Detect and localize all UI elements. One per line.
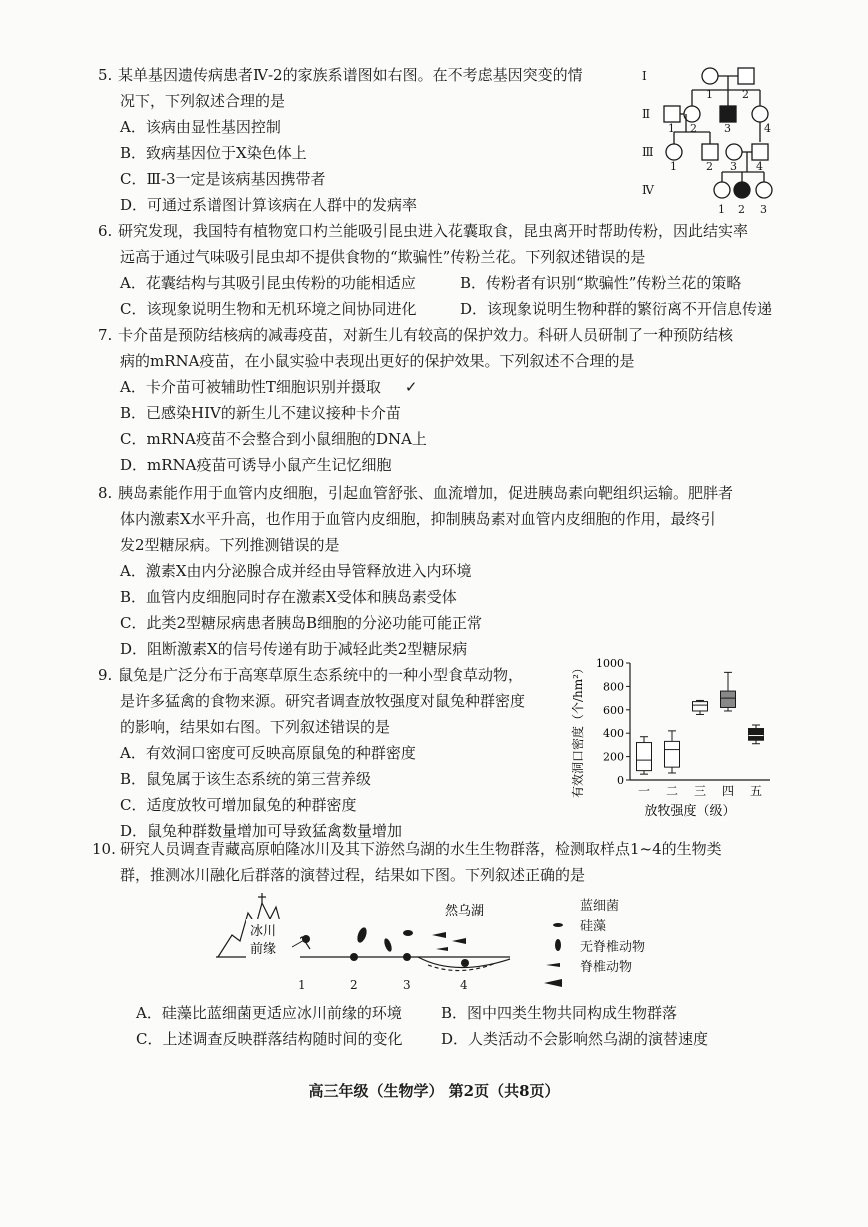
question-stem: 研究发现，我国特有植物宽口杓兰能吸引昆虫进入花囊取食，昆虫离开时帮助传粉，因此结实率 <box>118 222 749 240</box>
individual-number: 3 <box>730 160 737 173</box>
pedigree-chart <box>636 60 786 220</box>
legend-label: 硅藻 <box>580 919 607 934</box>
fish-icon <box>452 938 466 944</box>
legend-label: 脊椎动物 <box>580 960 633 975</box>
option-a[interactable]: A．花囊结构与其吸引昆虫传粉的功能相适应 <box>120 274 416 292</box>
y-tick-label: 1000 <box>596 657 624 670</box>
option-a[interactable]: A．卡介苗可被辅助性T细胞识别并摄取 <box>120 378 381 396</box>
question-stem: 某单基因遗传病患者Ⅳ-2的家族系谱图如右图。在不考虑基因突变的情 <box>118 66 583 84</box>
sample-point <box>350 953 358 961</box>
y-tick-label: 600 <box>603 703 624 717</box>
glacier-label: 冰川 <box>250 924 277 939</box>
option-d[interactable]: D．人类活动不会影响然乌湖的演替速度 <box>441 1030 709 1048</box>
box-body <box>721 691 736 707</box>
question-5 <box>98 62 638 218</box>
question-9 <box>98 662 568 844</box>
option-c[interactable]: C．该现象说明生物和无机环境之间协同进化 <box>120 300 417 318</box>
box-body <box>749 729 764 741</box>
fish-icon <box>432 932 446 938</box>
option-c[interactable]: C．适度放牧可增加鼠兔的种群密度 <box>120 796 357 814</box>
grazing-box-chart <box>560 655 780 825</box>
x-tick-label: 一 <box>637 784 651 798</box>
x-axis <box>630 780 770 798</box>
question-stem: 是许多猛禽的食物来源。研究者调查放牧强度对鼠兔种群密度 <box>120 692 526 710</box>
option-a[interactable]: A．该病由显性基因控制 <box>120 118 281 136</box>
individual-number: 2 <box>690 122 697 135</box>
option-c[interactable]: C．mRNA疫苗不会整合到小鼠细胞的DNA上 <box>120 430 427 448</box>
question-stem: 发2型糖尿病。下列推测错误的是 <box>120 536 340 554</box>
x-axis-label: 放牧强度（级） <box>644 804 736 819</box>
point-label: 1 <box>298 978 306 992</box>
x-tick-label: 三 <box>693 784 707 798</box>
individual-number: 1 <box>718 203 725 216</box>
fish-icon <box>436 947 448 951</box>
lake-label: 然乌湖 <box>445 904 485 919</box>
check-mark-icon: ✓ <box>404 378 418 396</box>
question-10 <box>92 836 802 888</box>
option-b[interactable]: B．传粉者有识别“欺骗性”传粉兰花的策略 <box>460 274 742 292</box>
option-b[interactable]: B．血管内皮细胞同时存在激素X受体和胰岛素受体 <box>120 588 457 606</box>
y-tick-label: 200 <box>603 750 624 764</box>
x-tick-label: 五 <box>749 784 763 798</box>
option-d[interactable]: D．阻断激素X的信号传递有助于减轻此类2型糖尿病 <box>120 640 468 658</box>
individual-number: 2 <box>706 160 713 173</box>
option-d[interactable]: D．mRNA疫苗可诱导小鼠产生记忆细胞 <box>120 456 392 474</box>
individual-number: 4 <box>756 160 763 173</box>
individual-number: 1 <box>668 122 675 135</box>
diatom-icon <box>383 937 393 952</box>
question-stem: 研究人员调查青藏高原帕隆冰川及其下游然乌湖的水生生物群落，检测取样点1~4的生物类 <box>120 840 722 858</box>
box-series <box>637 672 764 774</box>
individual-number: 2 <box>742 88 749 101</box>
page-footer: 高三年级（生物学） 第2页（共8页） <box>308 1082 560 1100</box>
option-b[interactable]: B．鼠兔属于该生态系统的第三营养级 <box>120 770 372 788</box>
individual-number: 1 <box>706 88 713 101</box>
individual-number: 3 <box>760 203 767 216</box>
option-a[interactable]: A．硅藻比蓝细菌更适应冰川前缘的环境 <box>136 1004 402 1022</box>
question-number: 6. <box>98 222 113 240</box>
y-axis-label: 有效洞口密度（个/hm²） <box>571 662 585 798</box>
y-tick-label: 800 <box>603 680 624 694</box>
question-10-options <box>136 1000 776 1052</box>
option-b[interactable]: B．致病基因位于X染色体上 <box>120 144 307 162</box>
sample-point <box>403 953 411 961</box>
diatom-legend-icon <box>555 939 561 951</box>
option-d[interactable]: D．可通过系谱图计算该病在人群中的发病率 <box>120 196 418 214</box>
box-body <box>665 741 680 767</box>
question-8 <box>98 480 798 662</box>
individual-number: 2 <box>738 203 745 216</box>
option-c[interactable]: C．Ⅲ-3一定是该病基因携带者 <box>120 170 326 188</box>
individual-number: 3 <box>724 122 731 135</box>
question-number: 7. <box>98 326 113 344</box>
box-body <box>693 702 708 711</box>
y-tick-label: 0 <box>617 774 624 787</box>
generation-label: Ⅲ <box>642 145 654 159</box>
diatom-icon <box>356 926 369 944</box>
y-axis <box>596 657 630 787</box>
x-tick-label: 四 <box>721 784 735 798</box>
option-a[interactable]: A．有效洞口密度可反映高原鼠兔的种群密度 <box>120 744 416 762</box>
generation-label: Ⅰ <box>642 69 647 83</box>
glacier-diagram <box>210 885 680 995</box>
question-stem: 远高于通过气味吸引昆虫却不提供食物的“欺骗性”传粉兰花。下列叙述错误的是 <box>120 248 646 266</box>
question-stem: 体内激素X水平升高，也作用于血管内皮细胞，抑制胰岛素对血管内皮细胞的作用，最终引 <box>120 510 716 528</box>
individual-number: 1 <box>670 160 677 173</box>
invertebrate-legend-icon <box>546 963 560 967</box>
question-number: 5. <box>98 66 113 84</box>
point-label: 2 <box>350 978 358 992</box>
option-c[interactable]: C．此类2型糖尿病患者胰岛B细胞的分泌功能可能正常 <box>120 614 483 632</box>
option-d[interactable]: D．该现象说明生物种群的繁衍离不开信息传递 <box>460 300 773 318</box>
cyanobacteria-icon <box>403 930 413 936</box>
generation-label: Ⅱ <box>642 107 651 121</box>
question-number: 10. <box>92 840 116 858</box>
option-b[interactable]: B．图中四类生物共同构成生物群落 <box>441 1004 678 1022</box>
legend-label: 无脊椎动物 <box>580 940 646 955</box>
sample-point <box>461 959 469 967</box>
individual-number: 4 <box>764 122 771 135</box>
question-6 <box>98 218 798 322</box>
generation-label: Ⅳ <box>642 183 654 197</box>
box-body <box>637 743 652 771</box>
question-number: 8. <box>98 484 113 502</box>
question-stem: 群，推测冰川融化后群落的演替过程，结果如下图。下列叙述正确的是 <box>120 866 586 884</box>
question-stem: 胰岛素能作用于血管内皮细胞，引起血管舒张、血流增加，促进胰岛素向靶组织运输。肥胖者 <box>118 484 734 502</box>
x-tick-label: 二 <box>665 784 679 798</box>
question-number: 9. <box>98 666 113 684</box>
question-stem: 病的mRNA疫苗，在小鼠实验中表现出更好的保护效果。下列叙述不合理的是 <box>120 352 635 370</box>
sample-point <box>302 935 310 943</box>
option-c[interactable]: C．上述调查反映群落结构随时间的变化 <box>136 1030 403 1048</box>
point-label: 4 <box>460 978 468 992</box>
option-b[interactable]: B．已感染HIV的新生儿不建议接种卡介苗 <box>120 404 401 422</box>
question-stem: 的影响，结果如右图。下列叙述错误的是 <box>120 718 391 736</box>
y-tick-label: 400 <box>603 727 624 741</box>
question-stem: 卡介苗是预防结核病的减毒疫苗，对新生儿有较高的保护效力。科研人员研制了一种预防结核 <box>118 326 734 344</box>
question-stem: 况下，下列叙述合理的是 <box>120 92 286 110</box>
question-7 <box>98 322 798 478</box>
vertebrate-legend-icon <box>544 979 562 987</box>
glacier-label: 前缘 <box>250 942 277 957</box>
option-a[interactable]: A．激素X由内分泌腺合成并经由导管释放进入内环境 <box>120 562 472 580</box>
option-d[interactable]: D．鼠兔种群数量增加可导致猛禽数量增加 <box>120 822 403 840</box>
cyanobacteria-legend-icon <box>553 923 563 927</box>
point-label: 3 <box>403 978 411 992</box>
question-stem: 鼠兔是广泛分布于高寒草原生态系统中的一种小型食草动物， <box>118 666 524 684</box>
legend-label: 蓝细菌 <box>580 899 620 914</box>
